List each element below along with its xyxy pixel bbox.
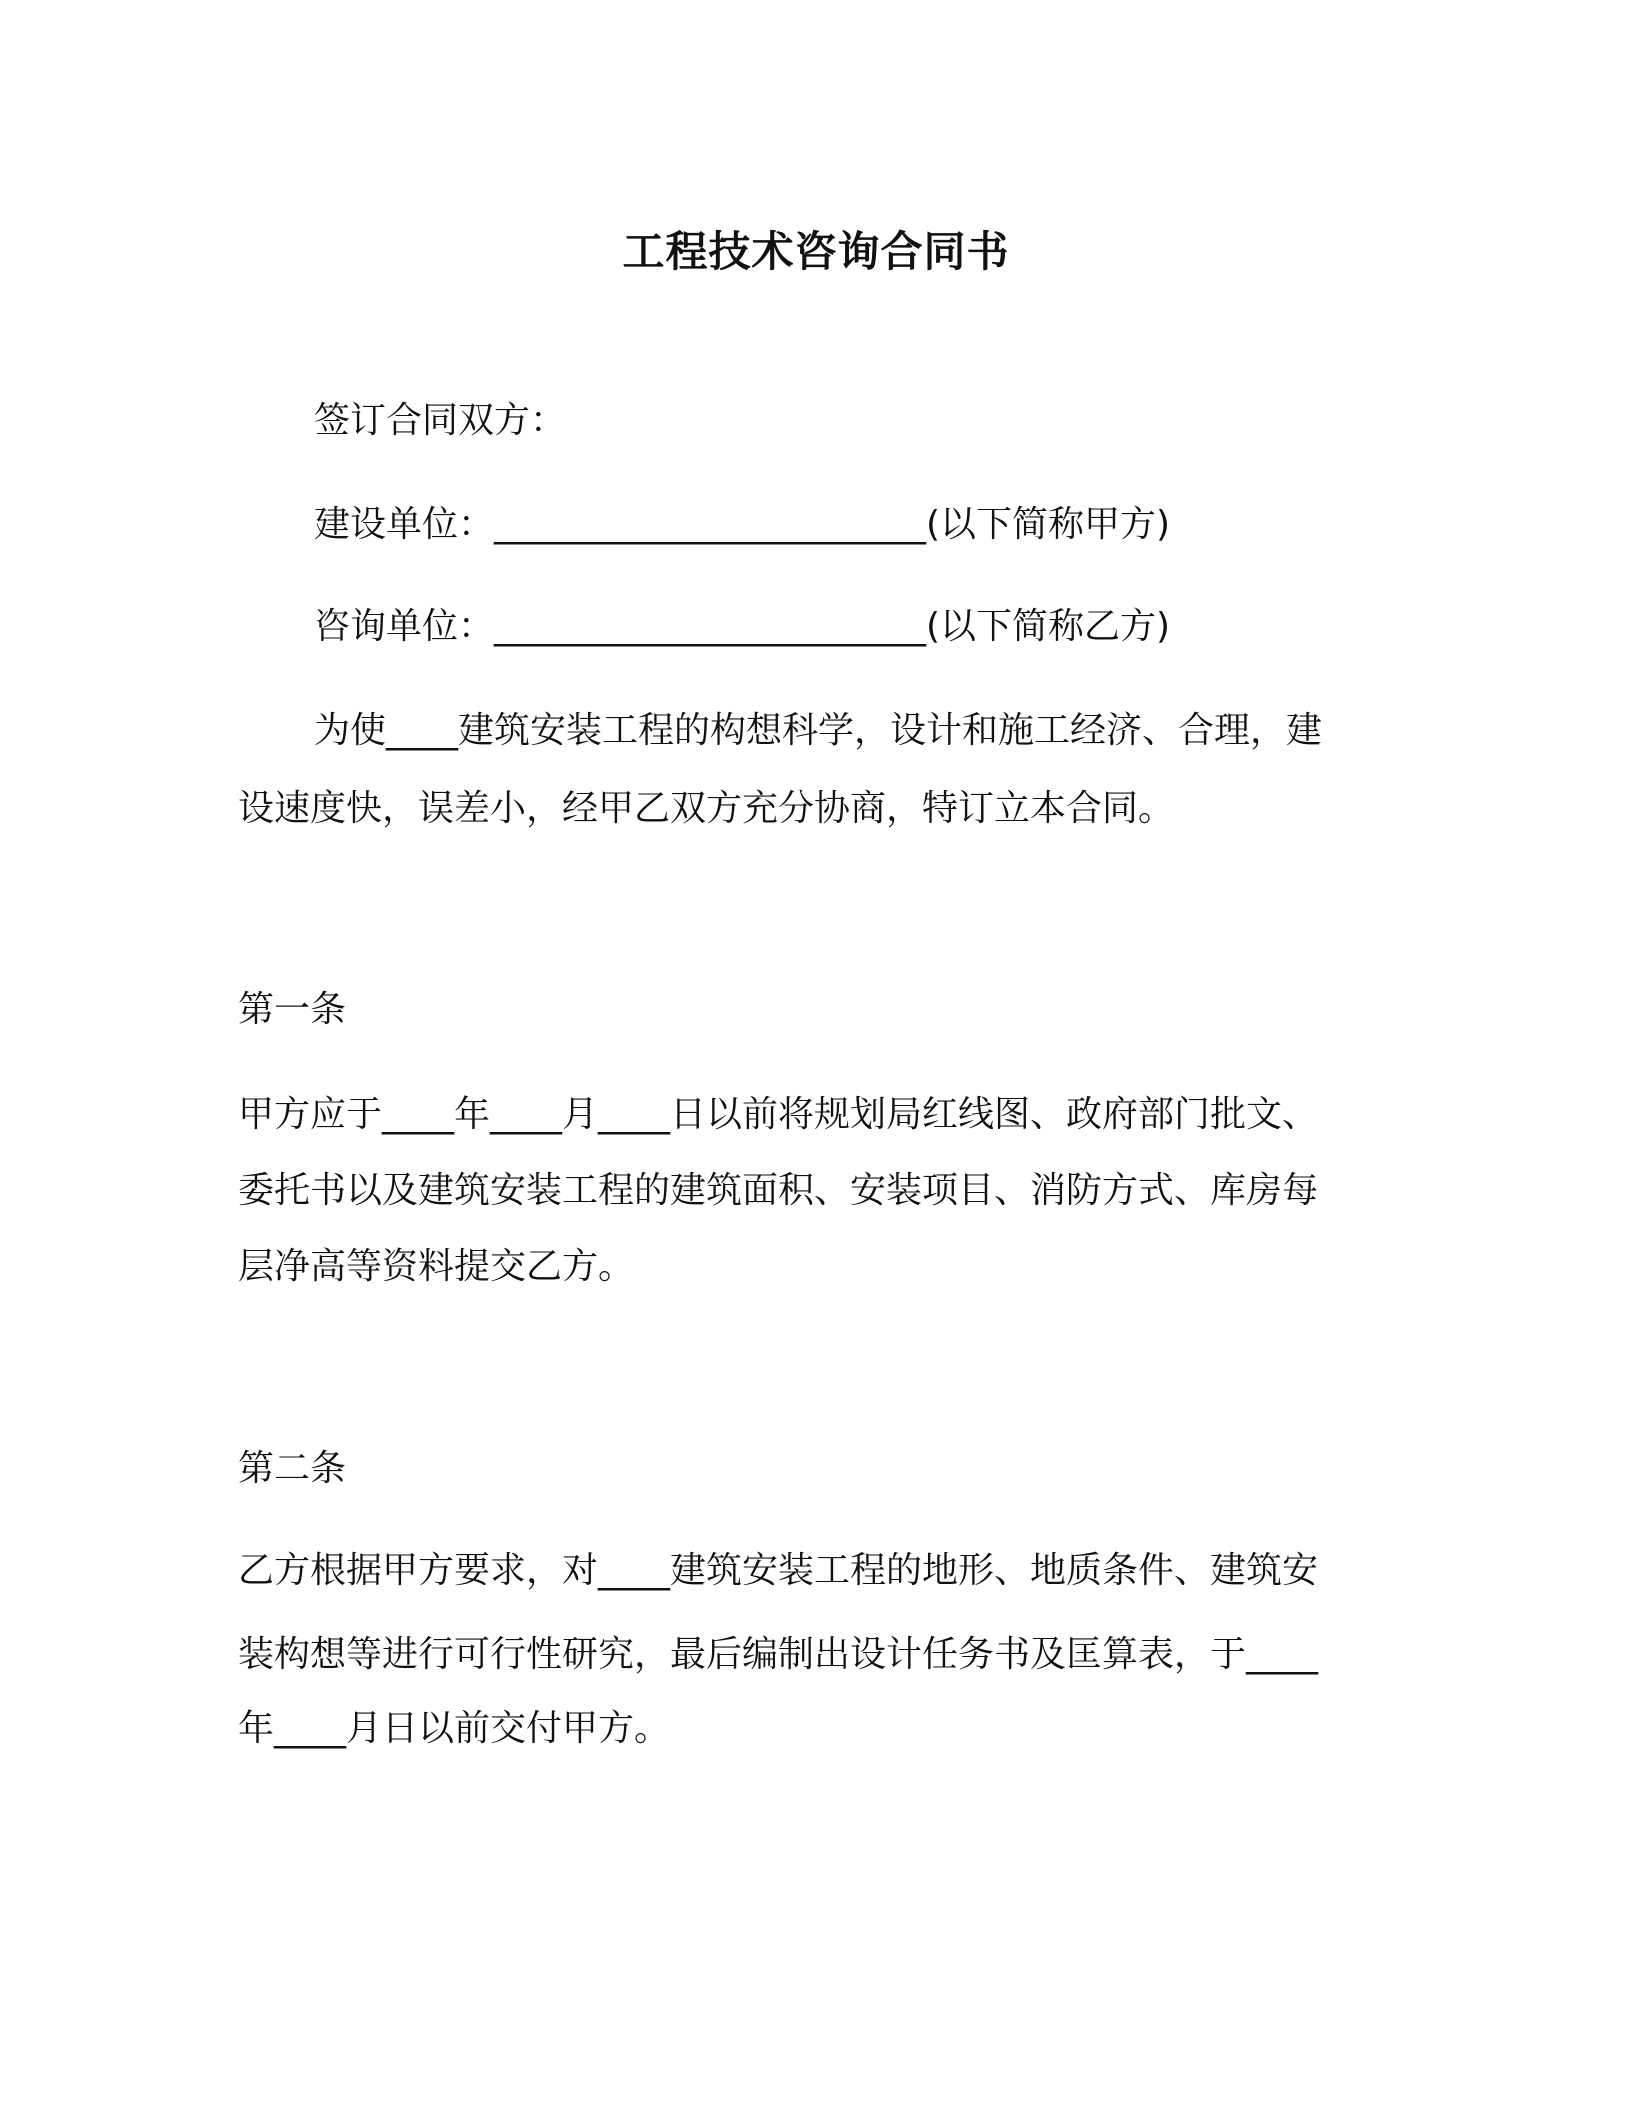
article-2-heading: 第二条 (238, 1448, 347, 1489)
article-2-line-3: 年____月日以前交付甲方。 (238, 1708, 671, 1749)
parties-heading: 签订合同双方： (314, 400, 567, 441)
article-2-line-2: 装构想等进行可行性研究，最后编制出设计任务书及匡算表，于____ (238, 1634, 1319, 1675)
article-1-heading: 第一条 (238, 989, 347, 1030)
article-1-line-2: 委托书以及建筑安装工程的建筑面积、安装项目、消防方式、库房每 (238, 1170, 1319, 1211)
article-2-line-1: 乙方根据甲方要求，对____建筑安装工程的地形、地质条件、建筑安 (238, 1550, 1319, 1591)
article-1-line-1: 甲方应于____年____月____日以前将规划局红线图、政府部门批文、 (238, 1094, 1319, 1135)
preamble-line-2: 设速度快，误差小，经甲乙双方充分协商，特订立本合同。 (238, 788, 1175, 829)
party-a-line: 建设单位：________________________(以下简称甲方) (314, 504, 1171, 545)
article-1-line-3: 层净高等资料提交乙方。 (238, 1246, 635, 1287)
preamble-line-1: 为使____建筑安装工程的构想科学，设计和施工经济、合理，建 (314, 710, 1323, 751)
document-title: 工程技术咨询合同书 (622, 227, 1010, 276)
party-b-line: 咨询单位：________________________(以下简称乙方) (314, 606, 1171, 647)
